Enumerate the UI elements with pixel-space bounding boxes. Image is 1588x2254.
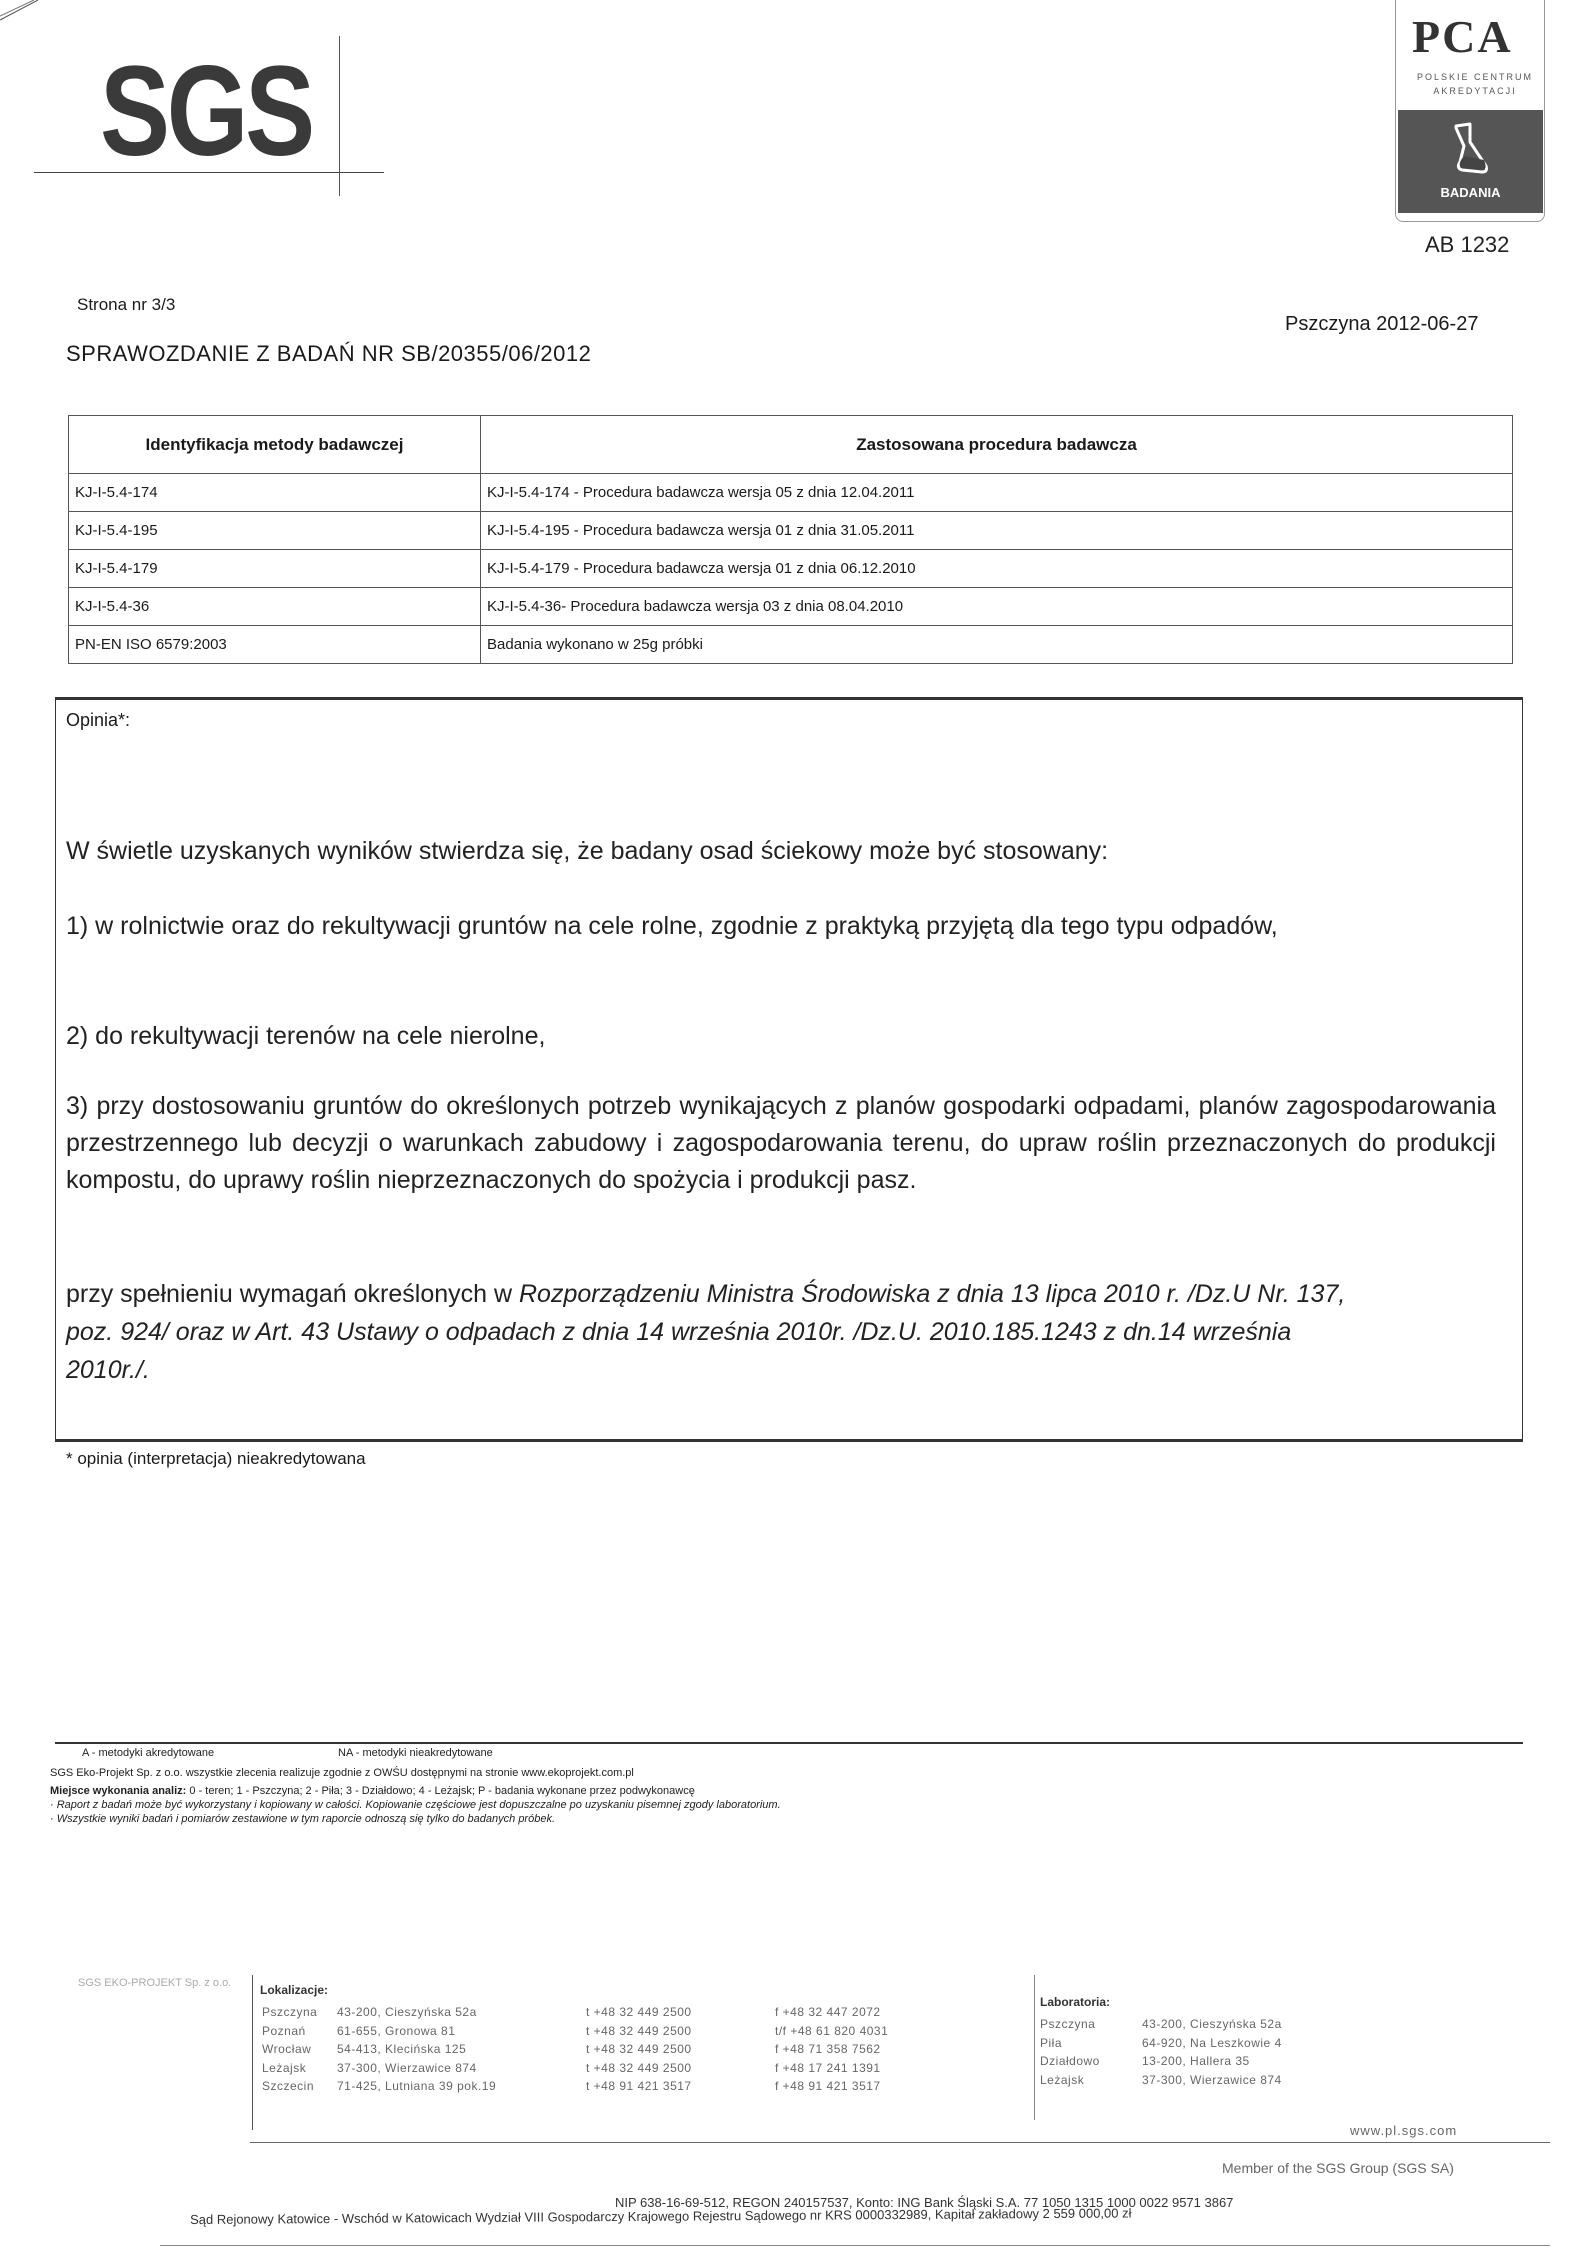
location-address: 37-300, Wierzawice 874 (337, 2060, 477, 2075)
report-title: SPRAWOZDANIE Z BADAŃ NR SB/20355/06/2012 (66, 341, 592, 366)
lab-city: Pszczyna (1040, 2017, 1096, 2031)
locations-faxes (775, 2003, 888, 2096)
logo-divider-vertical (339, 36, 340, 196)
legend-analysis-locations (50, 1785, 695, 1797)
pca-subtitle-line2: AKREDYTACJI (1433, 86, 1517, 96)
location-phone: t +48 91 421 3517 (586, 2079, 692, 2093)
method-cell: KJ-I-5.4-174 (69, 474, 481, 512)
table-row (69, 588, 1513, 626)
legend-terms-note: SGS Eko-Projekt Sp. z o.o. wszystkie zlecenia realizuje zgodnie z OWŚU dostępnymi na stronie www.ekoprojekt.com.pl (50, 1767, 634, 1779)
court-registration: Sąd Rejonowy Katowice - Wschód w Katowicach Wydział VIII Gospodarczy Krajowego Rejestru Sądowego nr KRS 0000332989, Kapitał zakładowy 2 559 000,00 zł (190, 2205, 1132, 2227)
procedure-cell: KJ-I-5.4-179 - Procedura badawcza wersja 01 z dnia 06.12.2010 (481, 550, 1513, 588)
location-phone: t +48 32 449 2500 (586, 2005, 692, 2019)
location-address: 61-655, Gronowa 81 (337, 2023, 456, 2038)
website-link[interactable]: www.pl.sgs.com (1350, 2123, 1458, 2138)
opinion-point-2: 2) do rekultywacji terenów na cele nierolne, (66, 1022, 546, 1050)
analysis-locations-label: Miejsce wykonania analiz: (50, 1785, 187, 1797)
locations-cities (262, 2003, 317, 2096)
lab-address: 43-200, Cieszyńska 52a (1142, 2017, 1282, 2031)
flask-icon (1448, 120, 1494, 180)
pca-logo-text: PCA (1412, 11, 1513, 62)
pca-subtitle (1405, 70, 1545, 98)
location-city: Wrocław (262, 2042, 312, 2056)
lab-address: 64-920, Na Leszkowie 4 (1142, 2035, 1282, 2050)
footer-divider (250, 2142, 1550, 2143)
location-city: Poznań (262, 2023, 306, 2038)
procedure-cell: KJ-I-5.4-36- Procedura badawcza wersja 03 z dnia 08.04.2010 (481, 588, 1513, 626)
location-fax: t/f +48 61 820 4031 (775, 2023, 889, 2038)
location-city: Pszczyna (262, 2005, 318, 2019)
lab-city: Działdowo (1040, 2054, 1100, 2068)
footer-company-name: SGS EKO-PROJEKT Sp. z o.o. (78, 1977, 232, 1989)
condition-legal-reference: Rozporządzeniu Ministra Środowiska z dnia 13 lipca 2010 r. /Dz.U Nr. 137, poz. 924/ oraz w Art. 43 Ustawy o odpadach z dnia 14 września 2010r. /Dz.U. 2010.185.1243 z dn.14 września 2010r./. (66, 1280, 1346, 1384)
method-cell: PN-EN ISO 6579:2003 (69, 626, 481, 664)
opinion-condition (66, 1275, 1366, 1389)
legend-non-accredited: NA - metodyki nieakredytowane (338, 1747, 493, 1759)
location-city: Szczecin (262, 2079, 315, 2093)
location-phone: t +48 32 449 2500 (586, 2042, 692, 2056)
accreditation-code: AB 1232 (1425, 232, 1510, 257)
method-cell: KJ-I-5.4-179 (69, 550, 481, 588)
location-address: 54-413, Klecińska 125 (337, 2042, 467, 2056)
labs-addresses (1142, 2015, 1282, 2089)
footer-divider-right (1034, 1975, 1035, 2120)
scan-corner-mark (0, 0, 40, 22)
legend-divider (55, 1742, 1523, 1744)
opinion-label: Opinia*: (66, 710, 131, 730)
condition-prefix: przy spełnieniu wymagań określonych w (66, 1280, 519, 1308)
lab-city: Leżajsk (1040, 2072, 1085, 2087)
method-cell: KJ-I-5.4-36 (69, 588, 481, 626)
location-fax: f +48 91 421 3517 (775, 2079, 881, 2093)
opinion-point-1: 1) w rolnictwie oraz do rekultywacji gruntów na cele rolne, zgodnie z praktyką przyjętą dla tego typu odpadów, (66, 912, 1278, 940)
procedure-cell: Badania wykonano w 25g próbki (481, 626, 1513, 664)
table-row (69, 474, 1513, 512)
footer-bottom-divider (160, 2245, 1550, 2246)
opinion-intro: W świetle uzyskanych wyników stwierdza się, że badany osad ściekowy może być stosowany: (66, 837, 1109, 865)
pca-subtitle-line1: POLSKIE CENTRUM (1416, 72, 1533, 82)
location-address: 71-425, Lutniana 39 pok.19 (337, 2079, 497, 2093)
opinion-footnote: * opinia (interpretacja) nieakredytowana (66, 1449, 366, 1468)
location-city: Leżajsk (262, 2060, 307, 2075)
group-membership: Member of the SGS Group (SGS SA) (1222, 2160, 1454, 2176)
locations-phones (586, 2003, 692, 2096)
lab-city: Piła (1040, 2035, 1063, 2050)
place-date: Pszczyna 2012-06-27 (1285, 313, 1479, 335)
location-fax: f +48 71 358 7562 (775, 2042, 881, 2056)
table-header-row (69, 416, 1513, 474)
methods-table (68, 415, 1513, 664)
lab-address: 13-200, Hallera 35 (1142, 2054, 1250, 2068)
lab-address: 37-300, Wierzawice 874 (1142, 2072, 1282, 2087)
location-address: 43-200, Cieszyńska 52a (337, 2005, 477, 2019)
company-registration: NIP 638-16-69-512, REGON 240157537, Konto: ING Bank Śląski S.A. 77 1050 1315 1000 0022 9571 3867 (615, 2195, 1234, 2210)
table-row (69, 626, 1513, 664)
logo-divider-horizontal (34, 172, 384, 173)
analysis-locations-text: 0 - teren; 1 - Pszczyna; 2 - Piła; 3 - Działdowo; 4 - Leżajsk; P - badania wykonane przez podwykonawcę (186, 1785, 695, 1797)
labs-cities (1040, 2015, 1100, 2089)
table-row (69, 550, 1513, 588)
location-fax: f +48 17 241 1391 (775, 2060, 881, 2075)
sgs-logo: SGS (100, 40, 312, 183)
labs-title: Laboratoria: (1040, 1995, 1111, 2009)
legend-copy-note: · Raport z badań może być wykorzystany i kopiowany w całości. Kopiowanie częściowe jest dopuszczalne po uzyskaniu pisemnej zgody laboratorium. (50, 1799, 781, 1811)
location-phone: t +48 32 449 2500 (586, 2060, 692, 2075)
procedure-cell: KJ-I-5.4-195 - Procedura badawcza wersja 01 z dnia 31.05.2011 (481, 512, 1513, 550)
page-number: Strona nr 3/3 (77, 295, 176, 314)
column-header-method: Identyfikacja metody badawczej (69, 416, 481, 474)
locations-title: Lokalizacje: (260, 1983, 329, 1997)
table-row (69, 512, 1513, 550)
location-phone: t +48 32 449 2500 (586, 2023, 692, 2038)
legend-accredited: A - metodyki akredytowane (82, 1747, 215, 1759)
pca-badge-label: BADANIA (1440, 185, 1501, 200)
opinion-point-3: 3) przy dostosowaniu gruntów do określonych potrzeb wynikających z planów gospodarki odpadami, planów zagospodarowania przestrzennego lub decyzji o warunkach zabudowy i zagospodarowania terenu, do upraw roślin przeznaczonych do produkcji kompostu, do uprawy roślin nieprzeznaczonych do spożycia i produkcji pasz. (66, 1092, 1496, 1194)
footer-divider-left (252, 1975, 253, 2130)
method-cell: KJ-I-5.4-195 (69, 512, 481, 550)
locations-addresses (337, 2003, 496, 2096)
procedure-cell: KJ-I-5.4-174 - Procedura badawcza wersja 05 z dnia 12.04.2011 (481, 474, 1513, 512)
location-fax: f +48 32 447 2072 (775, 2005, 881, 2019)
column-header-procedure: Zastosowana procedura badawcza (481, 416, 1513, 474)
legend-results-note: · Wszystkie wyniki badań i pomiarów zestawione w tym raporcie odnoszą się tylko do badanych próbek. (50, 1813, 556, 1825)
